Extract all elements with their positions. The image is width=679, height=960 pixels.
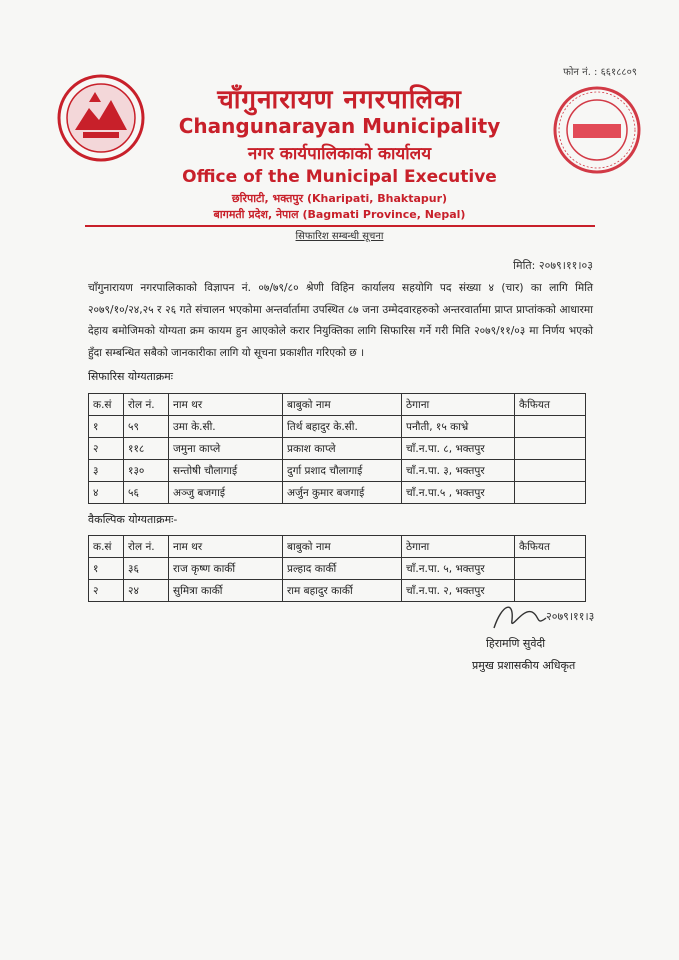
notice-subject: सिफारिश सम्बन्धी सूचना [295,231,384,242]
cell-roll: ५९ [124,416,169,438]
signatory-post: प्रमुख प्रशासकीय अधिकृत [472,659,576,672]
col-header-serial: क.सं [89,536,124,558]
cell-address: चाँ.न.पा. २, भक्तपुर [402,580,515,602]
alternate-heading: वैकल्पिक योग्यताक्रमः- [88,513,178,526]
table-header-row [89,394,586,416]
cell-father: प्रल्हाद कार्की [283,558,402,580]
table-header-row [89,536,586,558]
col-header-name: नाम थर [169,394,283,416]
col-header-roll: रोल नं. [124,536,169,558]
cell-remarks [515,558,586,580]
office-name-english: Office of the Municipal Executive [182,167,497,187]
header-divider [85,225,595,227]
cell-remarks [515,460,586,482]
table-row [89,416,586,438]
cell-address: चाँ.न.पा. ८, भक्तपुर [402,438,515,460]
signature-mark [488,598,598,634]
municipality-name-nepali: चाँगुनारायण नगरपालिका [217,85,462,115]
phone-number: फोन नं. : ६६१८८०९ [563,67,637,78]
cell-serial: २ [89,438,124,460]
cell-father: तिर्थ बहादुर के.सी. [283,416,402,438]
cell-address: चाँ.न.पा.५ , भक्तपुर [402,482,515,504]
municipality-name-english: Changunarayan Municipality [178,114,501,138]
table-row [89,438,586,460]
cell-serial: ३ [89,460,124,482]
cell-roll: २४ [124,580,169,602]
alternate-table [88,535,586,602]
cell-name: सुमित्रा कार्की [169,580,283,602]
cell-remarks [515,438,586,460]
cell-father: प्रकाश काप्ले [283,438,402,460]
cell-father: राम बहादुर कार्की [283,580,402,602]
office-name-nepali: नगर कार्यपालिकाको कार्यालय [247,144,432,164]
cell-address: चाँ.न.पा. ३, भक्तपुर [402,460,515,482]
col-header-roll: रोल नं. [124,394,169,416]
notice-date: मिति: २०७९।११।०३ [513,259,593,272]
notice-body: चाँगुनारायण नगरपालिकाको विज्ञापन नं. ०७/७९/८० श्रेणी विहिन कार्यालय सहयोगि पद संख्या ४ (चार) का लागि मिति २०७९/१०/२४,२५ र २६ गते संचालन भएकोमा अन्तर्वार्तामा उपस्थित ८७ जना उम्मेदवारहरुको अन्तरवार्तामा प्राप्त प्राप्तांकको आधारमा देहाय बमोजिमको योग्यता क्रम कायम हुन आएकोले करार नियुक्तिका लागि सिफारिस गर्ने गरी मिति २०७९/११/०३ मा निर्णय भएको हुँदा सम्बन्धित सबैको जानकारीका लागि यो सूचना प्रकाशीत गरिएको छ । [88,282,593,359]
col-header-serial: क.सं [89,394,124,416]
col-header-father: बाबुको नाम [283,536,402,558]
signatory-name: हिरामणि सुवेदी [486,637,546,650]
address-line-2: बागमती प्रदेश, नेपाल (Bagmati Province, Nepal) [213,208,466,221]
col-header-name: नाम थर [169,536,283,558]
cell-remarks [515,482,586,504]
col-header-address: ठेगाना [402,536,515,558]
cell-name: जमुना काप्ले [169,438,283,460]
address-line-1: छरिपाटी, भक्तपुर (Kharipati, Bhaktapur) [231,192,448,205]
recommended-table [88,393,586,504]
col-header-remarks: कैफियत [515,536,586,558]
col-header-father: बाबुको नाम [283,394,402,416]
col-header-address: ठेगाना [402,394,515,416]
cell-father: दुर्गा प्रशाद चौलागाई [283,460,402,482]
table-row [89,482,586,504]
cell-name: अञ्जु बजगाई [169,482,283,504]
cell-serial: ४ [89,482,124,504]
table-row [89,460,586,482]
cell-address: चाँ.न.पा. ५, भक्तपुर [402,558,515,580]
cell-serial: २ [89,580,124,602]
cell-father: अर्जुन कुमार बजगाई [283,482,402,504]
cell-roll: १३० [124,460,169,482]
cell-serial: १ [89,416,124,438]
signature-date-scrawl: २०७९।११।३ [546,610,595,623]
cell-serial: १ [89,558,124,580]
col-header-remarks: कैफियत [515,394,586,416]
cell-roll: ११८ [124,438,169,460]
cell-roll: ५६ [124,482,169,504]
table-row [89,558,586,580]
cell-remarks [515,416,586,438]
cell-name: सन्तोषी चौलागाई [169,460,283,482]
cell-name: उमा के.सी. [169,416,283,438]
cell-address: पनौती, १५ काभ्रे [402,416,515,438]
cell-roll: ३६ [124,558,169,580]
recommended-heading: सिफारिस योग्यताक्रमः [88,370,173,383]
cell-name: राज कृष्ण कार्की [169,558,283,580]
